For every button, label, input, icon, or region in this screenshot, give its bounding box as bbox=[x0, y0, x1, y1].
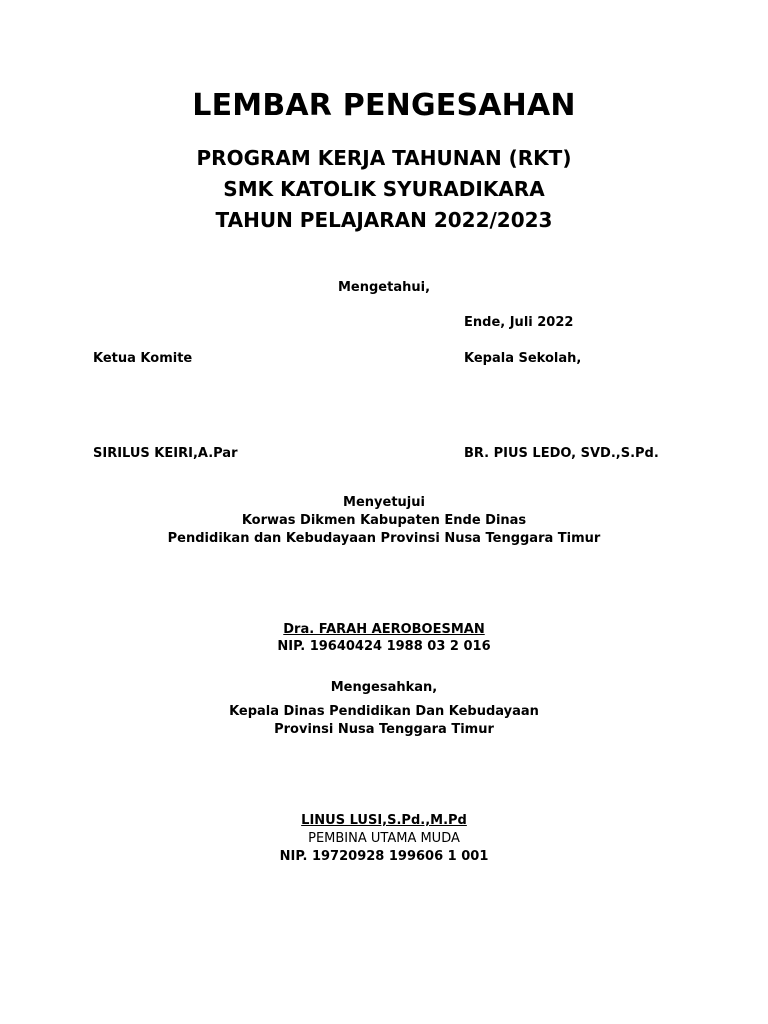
signatory-kepala-dinas-name: LINUS LUSI,S.Pd.,M.Pd bbox=[301, 813, 467, 828]
mengetahui-label: Mengetahui, bbox=[337, 280, 431, 295]
signatory-kepala-dinas bbox=[0, 813, 768, 828]
menyetujui-label: Menyetujui bbox=[343, 495, 425, 510]
subtitle-program: PROGRAM KERJA TAHUNAN (RKT) bbox=[196, 146, 572, 170]
signatory-korwas-name: Dra. FARAH AEROBOESMAN bbox=[283, 622, 485, 637]
role-kepala-sekolah: Kepala Sekolah, bbox=[464, 351, 582, 366]
korwas-nip: NIP. 19640424 1988 03 2 016 bbox=[277, 639, 491, 654]
mengesahkan-org-line1: Kepala Dinas Pendidikan Dan Kebudayaan bbox=[229, 704, 539, 719]
menyetujui-org-line1: Korwas Dikmen Kabupaten Ende Dinas bbox=[241, 513, 527, 528]
signatory-korwas bbox=[0, 622, 768, 637]
document-title: LEMBAR PENGESAHAN bbox=[192, 88, 576, 123]
mengesahkan-label: Mengesahkan, bbox=[330, 680, 438, 695]
kepala-dinas-rank: PEMBINA UTAMA MUDA bbox=[308, 831, 460, 846]
subtitle-school: SMK KATOLIK SYURADIKARA bbox=[223, 177, 545, 201]
menyetujui-org-line2: Pendidikan dan Kebudayaan Provinsi Nusa Tenggara Timur bbox=[167, 531, 601, 546]
role-ketua-komite: Ketua Komite bbox=[93, 351, 193, 366]
kepala-dinas-nip: NIP. 19720928 199606 1 001 bbox=[279, 849, 489, 864]
signatory-kepala-sekolah: BR. PIUS LEDO, SVD.,S.Pd. bbox=[464, 446, 659, 461]
place-date: Ende, Juli 2022 bbox=[464, 315, 574, 330]
mengesahkan-org-line2: Provinsi Nusa Tenggara Timur bbox=[274, 722, 494, 737]
signatory-ketua-komite: SIRILUS KEIRI,A.Par bbox=[93, 446, 238, 461]
subtitle-year: TAHUN PELAJARAN 2022/2023 bbox=[215, 208, 553, 232]
